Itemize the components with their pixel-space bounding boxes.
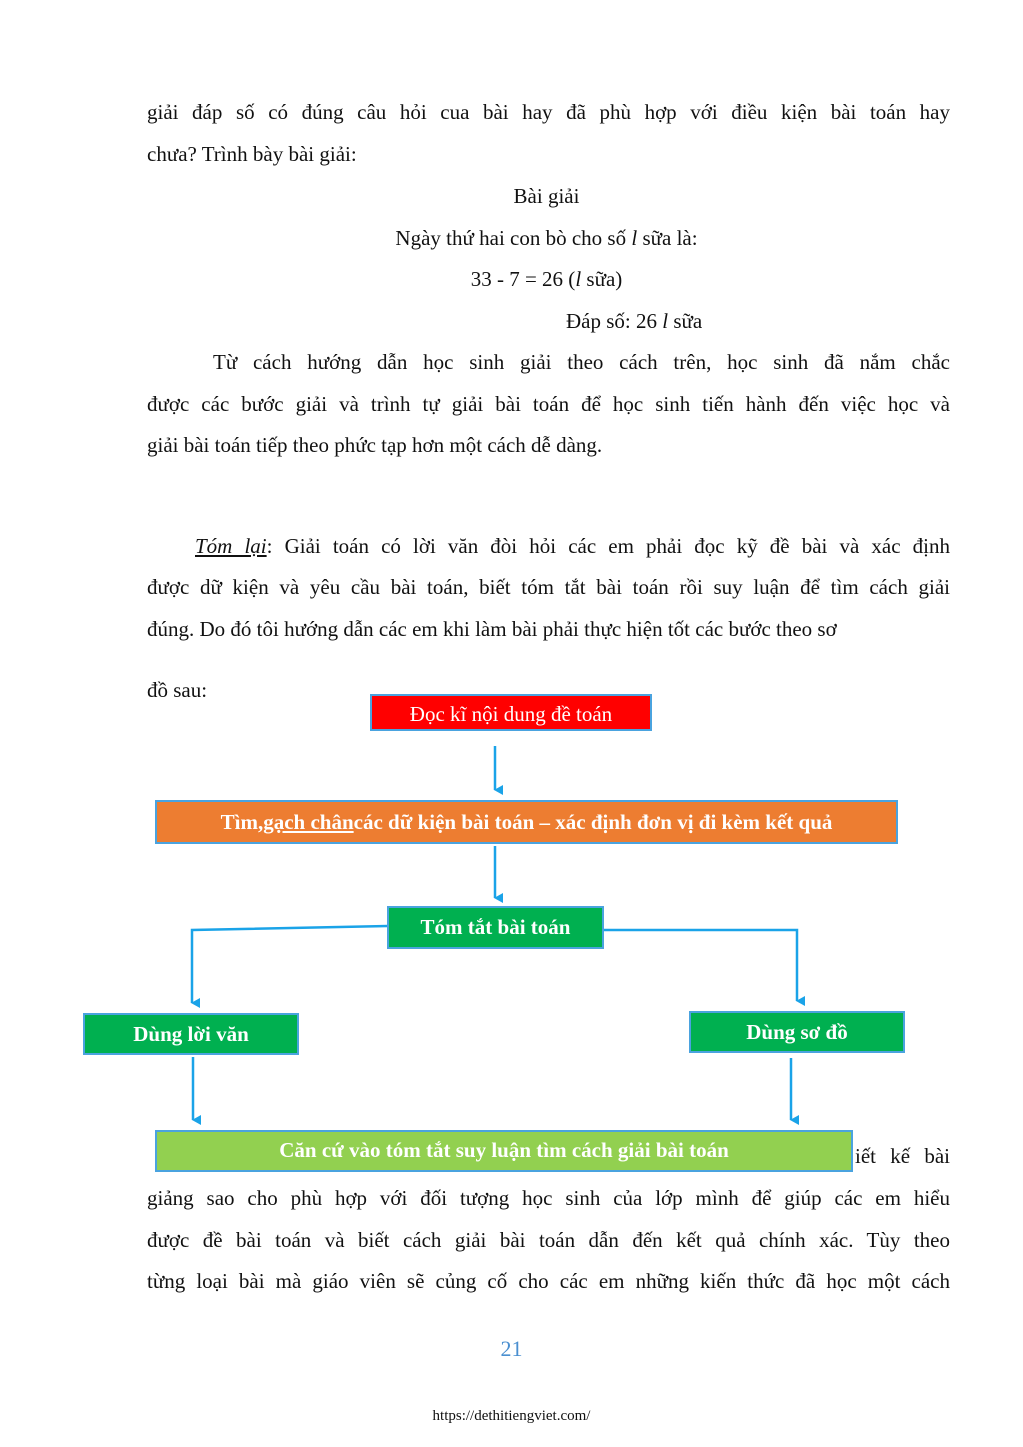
page-number: 21	[500, 1336, 523, 1361]
paragraph-line: từng loại bài mà giáo viên sẽ củng cố cho các em những kiến thức đã học một cách	[147, 1269, 950, 1293]
paragraph-line: iết kế bài	[855, 1144, 950, 1168]
flow-step-summarize	[387, 906, 604, 949]
flow-step-use-words-label: Dùng lời văn	[133, 1021, 249, 1046]
summary-line: được dữ kiện và yêu cầu bài toán, biết tóm tắt bài toán rồi suy luận để tìm cách giải	[147, 575, 950, 599]
paragraph-line: giải đáp số có đúng câu hỏi cua bài hay đã phù hợp với điều kiện bài toán hay	[147, 100, 950, 124]
answer-unit: l	[662, 309, 669, 333]
paragraph-line: được các bước giải và trình tự giải bài toán để học sinh tiến hành đến việc học và	[147, 392, 950, 416]
solution-heading: Bài giải	[513, 184, 580, 208]
paragraph-line: giải bài toán tiếp theo phức tạp hơn một cách dễ dàng.	[147, 433, 603, 457]
paragraph-line: giảng sao cho phù hợp với đối tượng học sinh của lớp mình để giúp các em hiểu	[147, 1186, 950, 1210]
calc-suffix: sữa)	[581, 267, 623, 291]
flow-step-use-words	[83, 1013, 299, 1055]
flow-step-use-diagram-label: Dùng sơ đồ	[746, 1019, 848, 1044]
summary-text: : Giải toán có lời văn đòi hỏi các em phải đọc kỹ đề bài và xác định	[266, 534, 950, 558]
footer-url: https://dethitiengviet.com/	[432, 1408, 591, 1424]
flow-step-read-problem	[370, 694, 652, 731]
summary-line: đúng. Do đó tôi hướng dẫn các em khi làm bài phải thực hiện tốt các bước theo sơ	[147, 617, 837, 641]
flow-step-summarize-label: Tóm tắt bài toán	[420, 915, 571, 939]
statement-suffix: sữa là:	[637, 226, 698, 250]
step2-prefix: Tìm,	[220, 809, 264, 834]
arrow-step3-to-left	[192, 926, 388, 1003]
calc-prefix: 33 - 7 = 26 (	[470, 267, 576, 291]
flow-step-underline-data	[155, 800, 898, 844]
paragraph-line: được đề bài toán và biết cách giải bài toán dẫn đến kết quả chính xác. Tùy theo	[147, 1228, 950, 1252]
answer-prefix: Đáp số: 26	[566, 309, 663, 333]
arrow-step3-to-right	[604, 930, 797, 1001]
statement-unit: l	[631, 226, 638, 250]
step2-underlined: gạch chân	[263, 809, 354, 834]
answer-suffix: sữa	[668, 309, 703, 333]
step2-suffix: các dữ kiện bài toán – xác định đơn vị đi kèm kết quả	[353, 809, 833, 834]
flow-step-reason-solution-label: Căn cứ vào tóm tắt suy luận tìm cách giải bài toán	[279, 1138, 729, 1162]
paragraph-line: chưa? Trình bày bài giải:	[147, 142, 357, 166]
calc-unit: l	[575, 267, 582, 291]
paragraph-line: Từ cách hướng dẫn học sinh giải theo cách trên, học sinh đã nắm chắc	[213, 350, 950, 374]
flow-step-use-diagram	[689, 1011, 905, 1053]
statement-prefix: Ngày thứ hai con bò cho số	[395, 226, 632, 250]
flow-step-reason-solution	[155, 1130, 853, 1172]
summary-line: đồ sau:	[147, 678, 208, 702]
summary-label: Tóm lại	[195, 534, 267, 558]
flow-step-read-problem-label: Đọc kĩ nội dung đề toán	[409, 702, 613, 726]
